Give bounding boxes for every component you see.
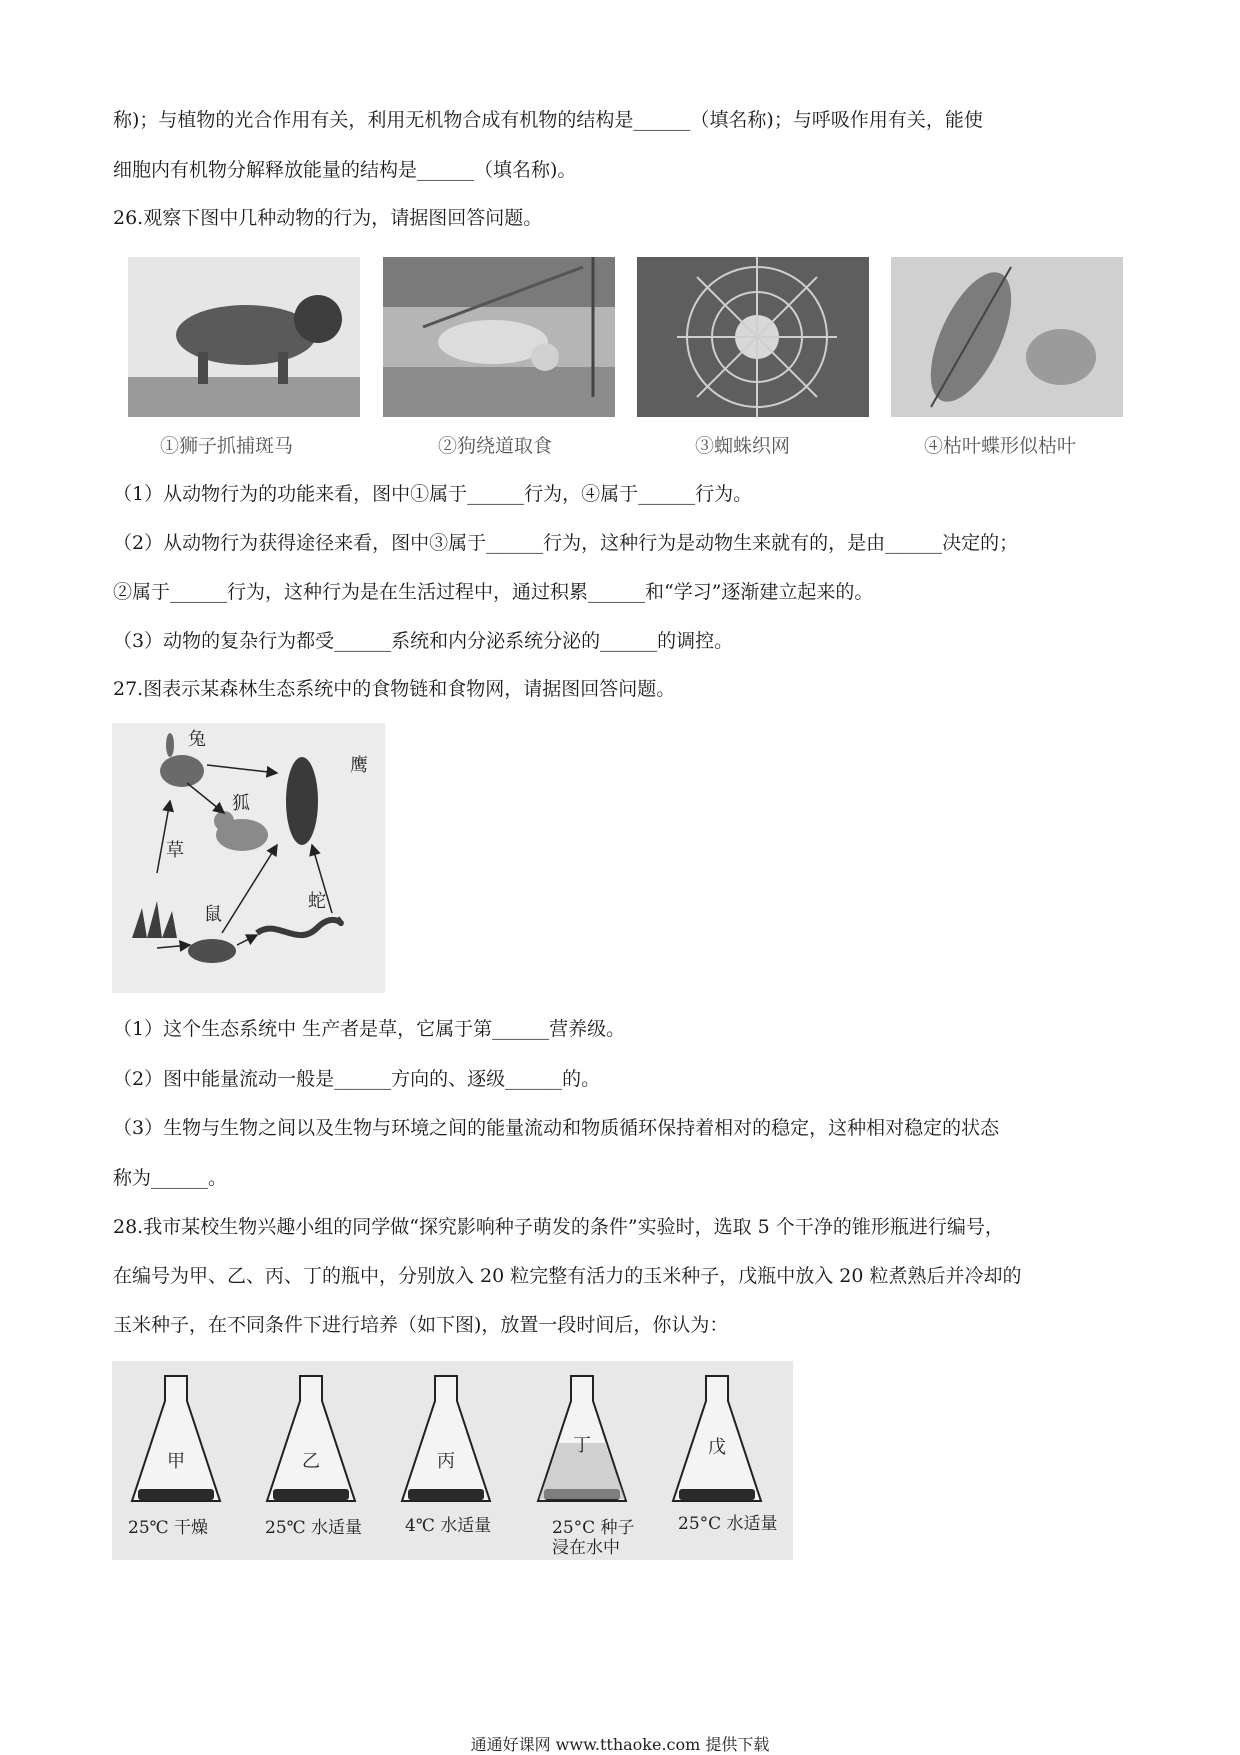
label-rabbit: 兔 <box>188 729 206 750</box>
label-eagle: 鹰 <box>350 755 368 776</box>
q26-sub2a: （2）从动物行为获得途径来看，图中③属于______行为，这种行为是动物生来就有的，是由______决定的； <box>113 532 1019 554</box>
lion-photo <box>128 257 360 417</box>
flask-condition-ding-2: 浸在水中 <box>552 1538 620 1558</box>
flask-condition-bing: 4℃ 水适量 <box>405 1516 492 1536</box>
label-fox: 狐 <box>232 793 250 814</box>
label-snake: 蛇 <box>308 891 326 912</box>
flask-name-jia: 甲 <box>167 1451 185 1472</box>
q25-line-2: 细胞内有机物分解释放能量的结构是______（填名称)。 <box>113 159 577 181</box>
flask-condition-jia: 25℃ 干燥 <box>128 1518 209 1538</box>
q27-sub3a: （3）生物与生物之间以及生物与环境之间的能量流动和物质循环保持着相对的稳定，这种相对稳定的状态 <box>113 1117 1000 1139</box>
q28-line-2: 在编号为甲、乙、丙、丁的瓶中，分别放入 20 粒完整有活力的玉米种子，戊瓶中放入 20 粒煮熟后并冷却的 <box>113 1265 1022 1287</box>
food-web-figure <box>112 723 385 993</box>
germination-figure <box>112 1361 793 1560</box>
spider-photo <box>637 257 869 417</box>
flask-name-yi: 乙 <box>302 1451 320 1472</box>
q28-line-3: 玉米种子，在不同条件下进行培养（如下图)，放置一段时间后，你认为： <box>113 1314 729 1336</box>
caption-dog: ②狗绕道取食 <box>438 435 553 457</box>
q27-stem: 27.图表示某森林生态系统中的食物链和食物网，请据图回答问题。 <box>113 678 676 700</box>
page-footer: 通通好课网 www.tthaoke.com 提供下载 <box>470 1735 770 1754</box>
leaf-butterfly-photo <box>891 257 1123 417</box>
flask-condition-ding: 25°C 种子 <box>552 1518 635 1538</box>
dog-photo <box>383 257 615 417</box>
flask-condition-yi: 25℃ 水适量 <box>265 1518 363 1538</box>
caption-spider: ③蜘蛛织网 <box>695 435 791 457</box>
caption-lion: ①狮子抓捕斑马 <box>160 435 294 457</box>
label-mouse: 鼠 <box>204 904 222 925</box>
flask-name-wu: 戊 <box>708 1437 726 1458</box>
q26-stem: 26.观察下图中几种动物的行为，请据图回答问题。 <box>113 207 543 229</box>
flask-name-bing: 丙 <box>437 1451 455 1472</box>
q25-line-1: 称)；与植物的光合作用有关，利用无机物合成有机物的结构是______（填名称)；与呼吸作用有关，能使 <box>113 109 983 131</box>
flask-condition-wu: 25°C 水适量 <box>678 1514 778 1534</box>
q27-sub1: （1）这个生态系统中 生产者是草，它属于第______营养级。 <box>113 1018 626 1040</box>
q28-line-1: 28.我市某校生物兴趣小组的同学做“探究影响种子萌发的条件”实验时，选取 5 个干净的锥形瓶进行编号， <box>113 1216 1004 1238</box>
q26-sub1: （1）从动物行为的功能来看，图中①属于______行为，④属于______行为。 <box>113 483 753 505</box>
flask-name-ding: 丁 <box>573 1435 591 1456</box>
q27-sub3b: 称为______。 <box>113 1167 228 1189</box>
caption-leaf-butterfly: ④枯叶蝶形似枯叶 <box>924 435 1077 457</box>
q26-sub3: （3）动物的复杂行为都受______系统和内分泌系统分泌的______的调控。 <box>113 630 734 652</box>
label-grass: 草 <box>166 840 184 861</box>
q27-sub2: （2）图中能量流动一般是______方向的、逐级______的。 <box>113 1068 601 1090</box>
q26-sub2b: ②属于______行为，这种行为是在生活过程中，通过积累______和“学习”逐渐建立起来的。 <box>113 581 874 603</box>
